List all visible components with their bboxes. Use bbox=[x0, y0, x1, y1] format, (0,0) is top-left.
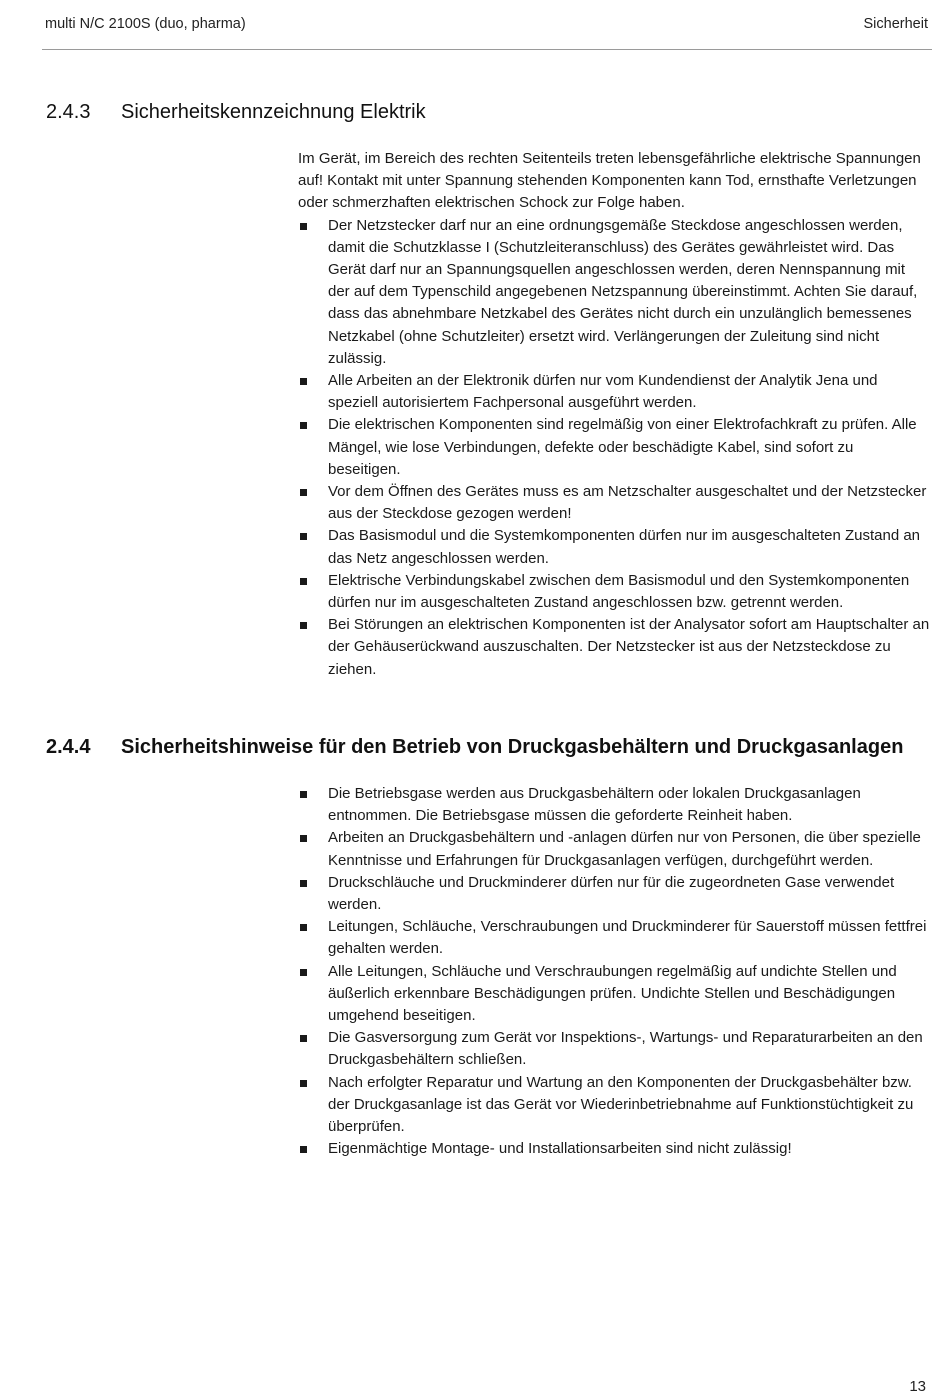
section-heading-2-4-4 bbox=[46, 736, 903, 759]
list-item: Alle Leitungen, Schläuche und Verschraubungen regelmäßig auf undichte Stellen und äußerlich erkennbare Beschädigungen prüfen. Undichte Stellen und Beschädigungen umgehend beseitigen. bbox=[298, 961, 930, 1028]
section-number: 2.4.4 bbox=[46, 736, 91, 758]
header-chapter-title: Sicherheit bbox=[863, 16, 928, 32]
list-item: Vor dem Öffnen des Gerätes muss es am Netzschalter ausgeschaltet und der Netzstecker aus der Steckdose gezogen werden! bbox=[298, 481, 930, 525]
section-number: 2.4.3 bbox=[46, 101, 91, 123]
list-item: Nach erfolgter Reparatur und Wartung an den Komponenten der Druckgasbehälter bzw. der Druckgasanlage ist das Gerät vor Wiederinbetriebnahme auf Funktionstüchtigkeit zu überprüfen. bbox=[298, 1072, 930, 1139]
section-body-2-4-4 bbox=[298, 783, 930, 1160]
header-document-title: multi N/C 2100S (duo, pharma) bbox=[45, 16, 246, 32]
list-item: Leitungen, Schläuche, Verschraubungen und Druckminderer für Sauerstoff müssen fettfrei gehalten werden. bbox=[298, 916, 930, 960]
list-item: Alle Arbeiten an der Elektronik dürfen nur vom Kundendienst der Analytik Jena und speziell autorisiertem Fachpersonal ausgeführt werden. bbox=[298, 370, 930, 414]
list-item: Elektrische Verbindungskabel zwischen dem Basismodul und den Systemkomponenten dürfen nur im ausgeschalteten Zustand angeschlossen bzw. getrennt werden. bbox=[298, 570, 930, 614]
section-title: Sicherheitskennzeichnung Elektrik bbox=[121, 101, 426, 123]
section-heading-2-4-3 bbox=[46, 101, 426, 124]
list-item: Bei Störungen an elektrischen Komponenten ist der Analysator sofort am Hauptschalter an der Gehäuserückwand auszuschalten. Der Netzstecker ist aus der Netzsteckdose zu ziehen. bbox=[298, 614, 930, 681]
list-item: Die Betriebsgase werden aus Druckgasbehältern oder lokalen Druckgasanlagen entnommen. Die Betriebsgase müssen die geforderte Reinheit haben. bbox=[298, 783, 930, 827]
list-item: Druckschläuche und Druckminderer dürfen nur für die zugeordneten Gase verwendet werden. bbox=[298, 872, 930, 916]
bullet-list bbox=[298, 783, 930, 1160]
header-divider bbox=[42, 49, 932, 50]
section-title: Sicherheitshinweise für den Betrieb von Druckgasbehältern und Druckgasanlagen bbox=[121, 736, 904, 758]
list-item: Arbeiten an Druckgasbehältern und -anlagen dürfen nur von Personen, die über spezielle Kenntnisse und Erfahrungen für Druckgasanlagen verfügen, durchgeführt werden. bbox=[298, 827, 930, 871]
section-body-2-4-3 bbox=[298, 148, 930, 681]
warning-paragraph: Im Gerät, im Bereich des rechten Seitenteils treten lebensgefährliche elektrische Spannungen auf! Kontakt mit unter Spannung stehenden Komponenten kann Tod, ernsthafte Verletzungen oder schmerzhaften elektrischen Schock zur Folge haben. bbox=[298, 150, 921, 212]
running-header bbox=[45, 16, 928, 32]
list-item: Die Gasversorgung zum Gerät vor Inspektions-, Wartungs- und Reparaturarbeiten an den Druckgasbehältern schließen. bbox=[298, 1027, 930, 1071]
list-item: Das Basismodul und die Systemkomponenten dürfen nur im ausgeschalteten Zustand an das Netz angeschlossen werden. bbox=[298, 525, 930, 569]
bullet-list bbox=[298, 215, 930, 681]
list-item: Eigenmächtige Montage- und Installationsarbeiten sind nicht zulässig! bbox=[298, 1138, 930, 1160]
page-number: 13 bbox=[909, 1378, 926, 1395]
list-item: Der Netzstecker darf nur an eine ordnungsgemäße Steckdose angeschlossen werden, damit die Schutzklasse I (Schutzleiteranschluss) des Gerätes gewährleistet wird. Das Gerät darf nur an Spannungsquellen angeschlossen werden, deren Nennspannung mit der auf dem Typenschild angegebenen Netzspannung übereinstimmt. Achten Sie darauf, dass das abnehmbare Netzkabel des Gerätes nicht durch ein unzulänglich bemessenes Netzkabel (ohne Schutzleiter) ersetzt wird. Verlängerungen der Zuleitung sind nicht zulässig. bbox=[298, 215, 930, 370]
list-item: Die elektrischen Komponenten sind regelmäßig von einer Elektrofachkraft zu prüfen. Alle Mängel, wie lose Verbindungen, defekte oder beschädigte Kabel, sind sofort zu beseitigen. bbox=[298, 414, 930, 481]
